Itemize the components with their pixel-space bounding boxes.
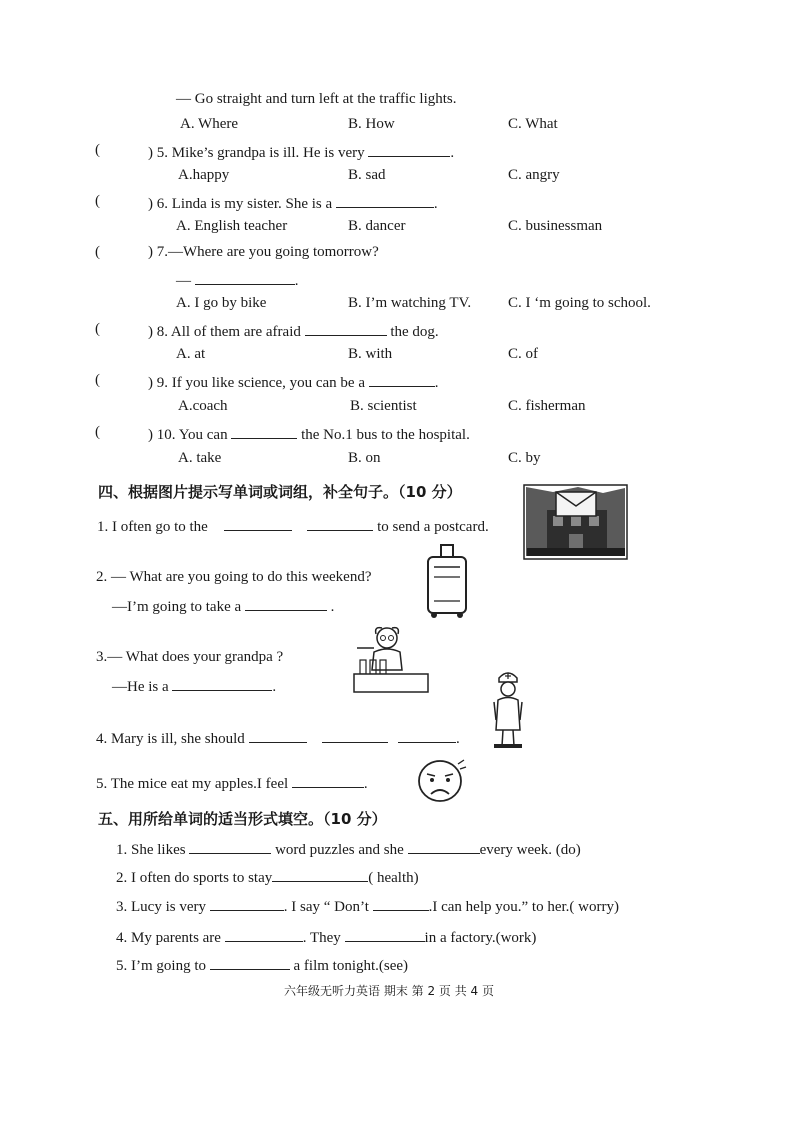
question-text: 1. I often go to the: [97, 519, 208, 535]
s4-question-2-line-2: [112, 596, 334, 616]
answer-blank[interactable]: [225, 927, 303, 942]
sad-face-picture: [414, 756, 468, 804]
q7-option-c: C. I ‘m going to school.: [508, 295, 651, 311]
s4-question-5: [96, 773, 368, 793]
section-4-heading: 四、根据图片提示写单词或词组，补全句子。（10 分）: [98, 483, 462, 501]
answer-blank[interactable]: [373, 896, 429, 911]
q6-option-a: A. English teacher: [176, 218, 288, 234]
answer-blank[interactable]: [398, 728, 456, 743]
q4-option-c: C. What: [508, 116, 558, 132]
question-text: ) 9. If you like science, you can be a: [148, 375, 365, 391]
answer-blank[interactable]: [210, 955, 290, 970]
scientist-picture: [352, 624, 432, 696]
answer-blank[interactable]: [336, 193, 434, 208]
q7-option-b: B. I’m watching TV.: [348, 295, 472, 311]
question-text-end: .: [272, 679, 277, 695]
question-text-end: the No.1 bus to the hospital.: [301, 427, 470, 443]
question-text-end: .: [450, 145, 455, 161]
question-text: ) 8. All of them are afraid: [148, 324, 301, 340]
answer-blank[interactable]: [249, 728, 307, 743]
s5-item-5: [116, 955, 408, 975]
answer-blank[interactable]: [210, 896, 284, 911]
answer-blank[interactable]: [195, 270, 295, 285]
question-text: ) 6. Linda is my sister. She is a: [148, 196, 333, 212]
answer-blank[interactable]: [172, 676, 272, 691]
answer-blank[interactable]: [305, 321, 387, 336]
question-text-end: .: [456, 731, 460, 747]
item-text: 4. My parents are: [116, 930, 221, 946]
q7-option-a: A. I go by bike: [176, 295, 267, 311]
answer-blank[interactable]: [231, 424, 297, 439]
question-text-end: .: [433, 196, 438, 212]
s4-question-2-line-1: 2. — What are you going to do this weekend?: [96, 569, 372, 585]
item-text: every week. (do): [479, 842, 581, 858]
q8-option-c: C. of: [508, 346, 538, 362]
answer-blank[interactable]: [307, 516, 373, 531]
question-text-end: the dog.: [390, 324, 439, 340]
s5-item-2: [116, 867, 419, 887]
q5-option-c: C. angry: [508, 167, 560, 183]
item-text: a film tonight.(see): [293, 958, 409, 974]
q9-option-b: B. scientist: [350, 398, 417, 414]
q6-option-c: C. businessman: [508, 218, 603, 234]
answer-blank[interactable]: [345, 927, 425, 942]
s5-item-4: [116, 927, 536, 947]
answer-blank[interactable]: [292, 773, 364, 788]
question-9: [148, 372, 439, 392]
answer-paren: (: [95, 244, 100, 260]
question-10: [148, 424, 470, 444]
item-text: 2. I often do sports to stay: [116, 870, 273, 886]
answer-blank[interactable]: [368, 142, 450, 157]
dash: —: [176, 273, 191, 289]
s4-question-1: [97, 516, 489, 536]
q8-option-b: B. with: [348, 346, 393, 362]
question-text: ) 5. Mike’s grandpa is ill. He is very: [148, 145, 365, 161]
q10-option-a: A. take: [178, 450, 222, 466]
answer-blank[interactable]: [272, 867, 368, 882]
answer-blank[interactable]: [408, 839, 480, 854]
q6-option-b: B. dancer: [348, 218, 406, 234]
answer-blank[interactable]: [189, 839, 271, 854]
s4-question-3-line-2: [112, 676, 276, 696]
item-text: 5. I’m going to: [116, 958, 206, 974]
answer-blank[interactable]: [245, 596, 327, 611]
q4-answer-line: — Go straight and turn left at the traffic lights.: [176, 91, 457, 107]
page-footer: 六年级无听力英语 期末 第 2 页 共 4 页: [284, 984, 494, 998]
doctor-picture: [490, 668, 526, 750]
question-text-end: to send a postcard.: [377, 519, 489, 535]
q4-option-a: A. Where: [180, 116, 239, 132]
question-text: ) 10. You can: [148, 427, 228, 443]
question-text: 4. Mary is ill, she should: [96, 731, 245, 747]
section-5-heading: 五、用所给单词的适当形式填空。（10 分）: [98, 810, 387, 828]
post-office-picture: [523, 484, 628, 560]
q7-answer-line: [176, 270, 299, 290]
item-text: in a factory.(work): [424, 930, 537, 946]
question-5: [148, 142, 454, 162]
answer-paren: (: [95, 142, 100, 158]
answer-paren: (: [95, 193, 100, 209]
q4-option-b: B. How: [348, 116, 395, 132]
question-text-end: .: [434, 375, 439, 391]
answer-blank[interactable]: [369, 372, 435, 387]
item-text: . They: [302, 930, 341, 946]
question-8: [148, 321, 439, 341]
q5-option-b: B. sad: [348, 167, 386, 183]
item-text: word puzzles and she: [275, 842, 404, 858]
question-text-end: .: [363, 776, 368, 792]
question-text: —He is a: [112, 679, 169, 695]
answer-blank[interactable]: [224, 516, 292, 531]
s5-item-1: [116, 839, 581, 859]
question-7: ) 7.—Where are you going tomorrow?: [148, 244, 379, 260]
q10-option-c: C. by: [508, 450, 541, 466]
answer-paren: (: [95, 424, 100, 440]
question-text-end: .: [330, 599, 335, 615]
item-text: .I can help you.” to her.( worry): [428, 899, 619, 915]
q8-option-a: A. at: [176, 346, 206, 362]
q10-option-b: B. on: [348, 450, 381, 466]
q5-option-a: A.happy: [178, 167, 230, 183]
question-text-end: .: [294, 273, 299, 289]
item-text: 1. She likes: [116, 842, 186, 858]
q9-option-a: A.coach: [178, 398, 228, 414]
answer-paren: (: [95, 321, 100, 337]
item-text: . I say “ Don’t: [283, 899, 369, 915]
answer-blank[interactable]: [322, 728, 388, 743]
item-text: 3. Lucy is very: [116, 899, 206, 915]
question-text: 5. The mice eat my apples.I feel: [96, 776, 289, 792]
question-6: [148, 193, 438, 213]
s5-item-3: [116, 896, 619, 916]
s4-question-4: [96, 728, 460, 748]
item-text: ( health): [368, 870, 419, 886]
s4-question-3-line-1: 3.— What does your grandpa ?: [96, 649, 284, 665]
q9-option-c: C. fisherman: [508, 398, 586, 414]
answer-paren: (: [95, 372, 100, 388]
question-text: —I’m going to take a: [112, 599, 242, 615]
suitcase-picture: [424, 543, 470, 619]
